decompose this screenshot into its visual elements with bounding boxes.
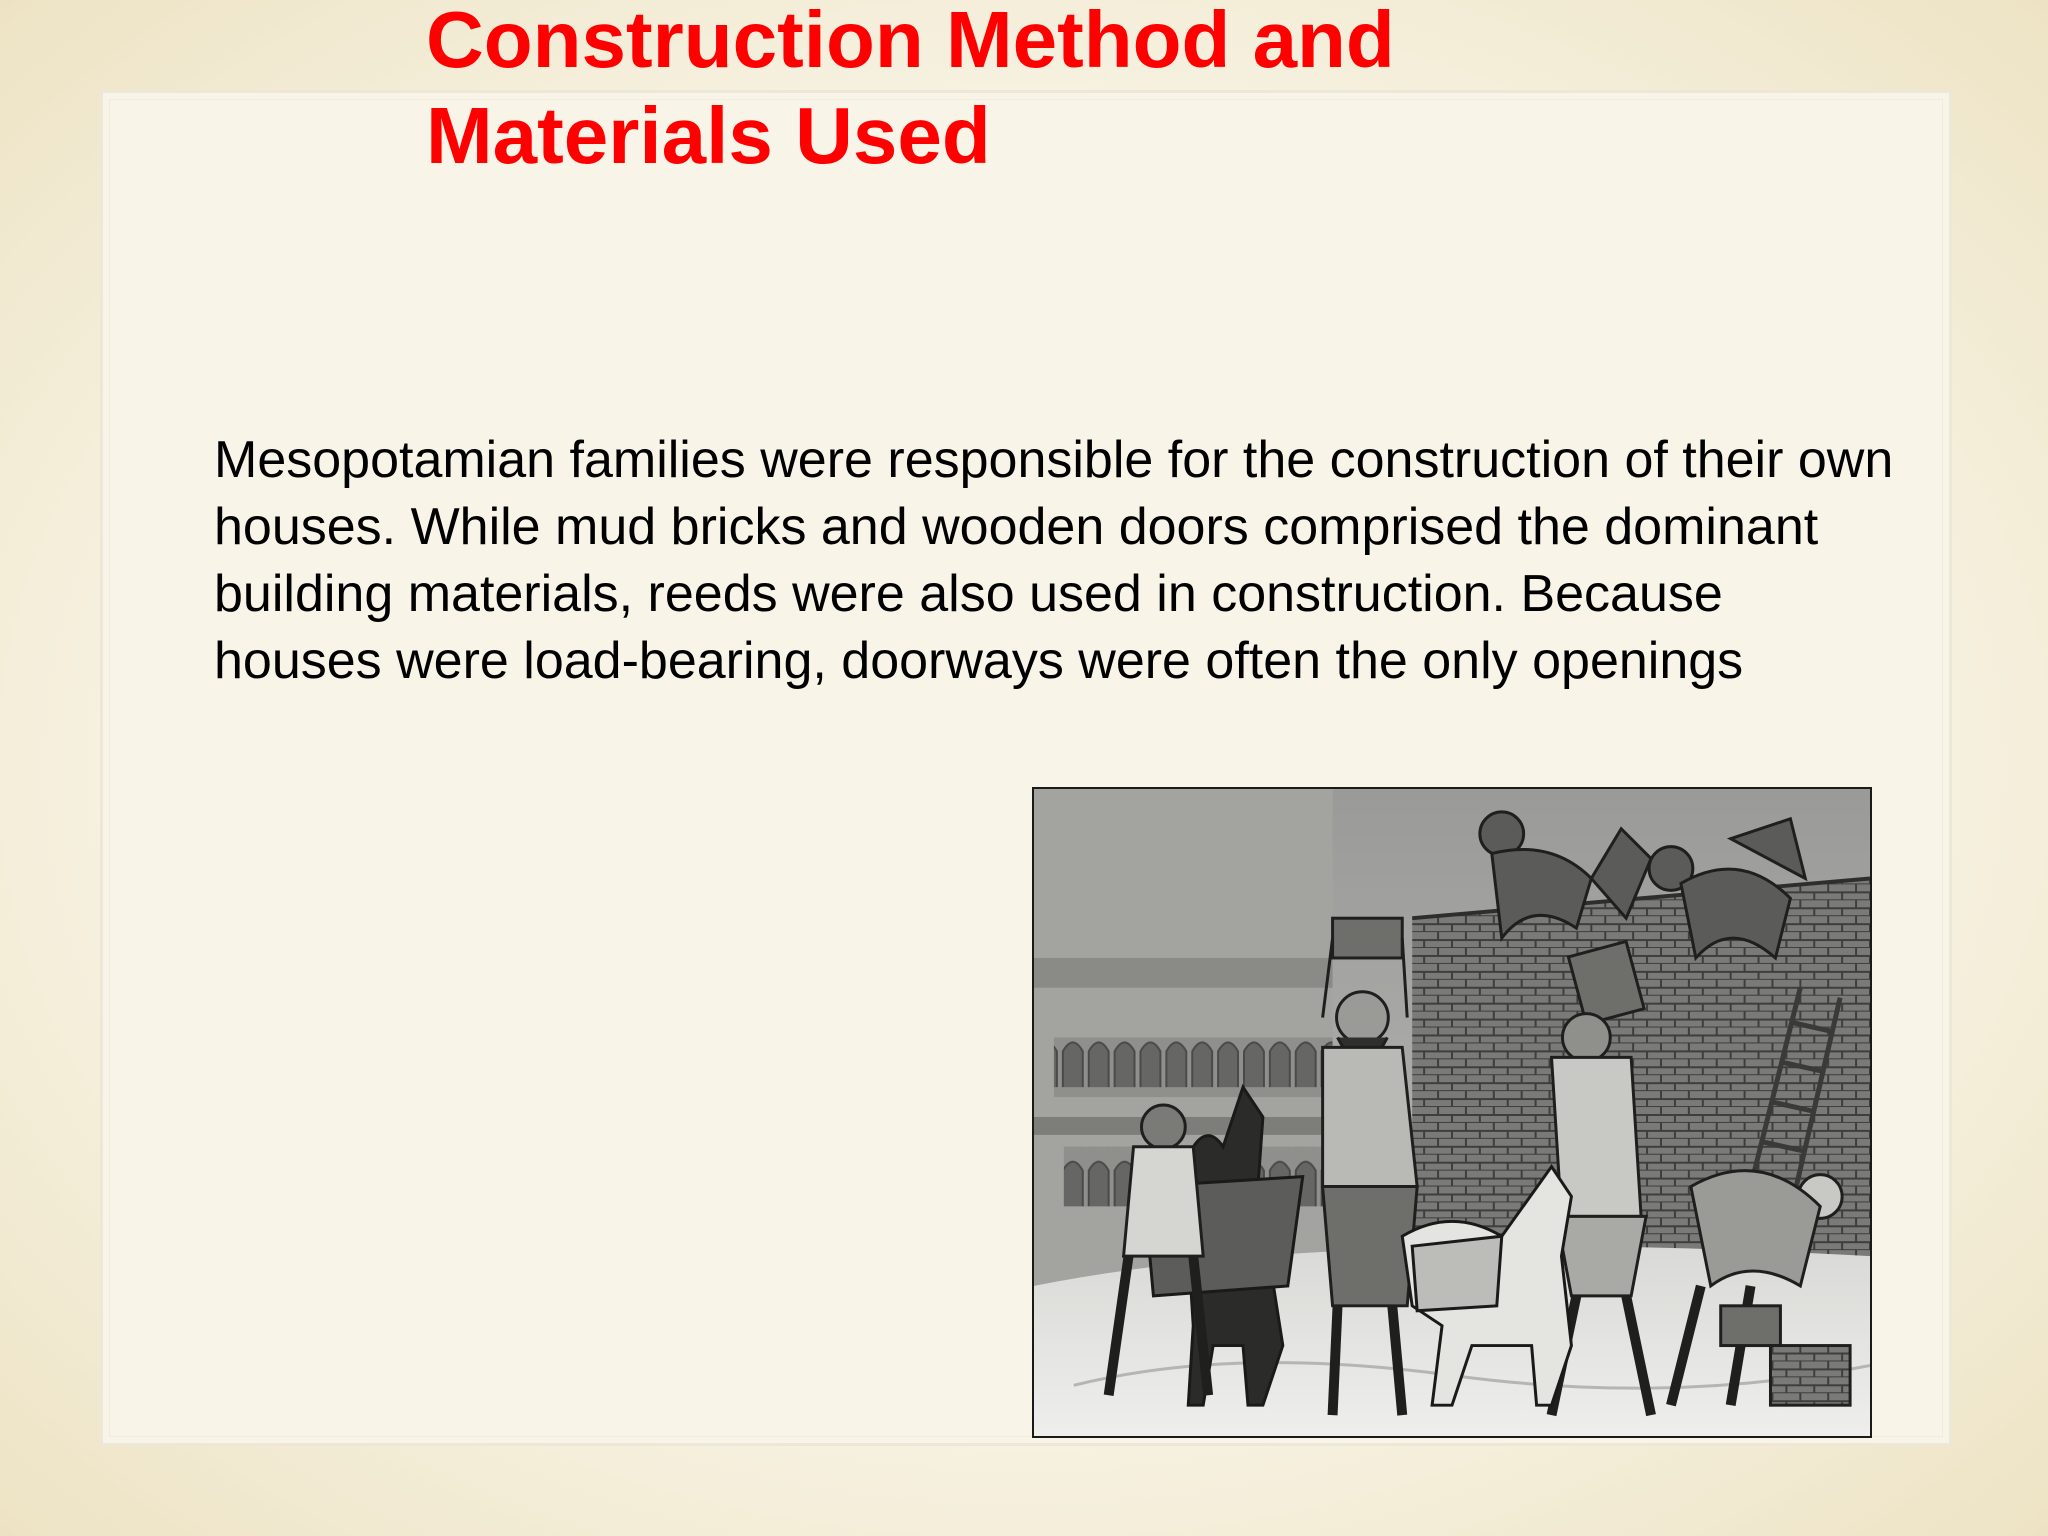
- slide-title: [426, 0, 1626, 184]
- illustration-drawing: [1034, 789, 1870, 1436]
- slide-title-line-1: Construction Method and: [426, 0, 1395, 84]
- slide-title-line-2: Materials Used: [426, 91, 991, 180]
- brick-builders-illustration: [1032, 787, 1872, 1438]
- slide-body-text: Mesopotamian families were responsible for the construction of their own houses. While mud bricks and wooden doors comprised the dominant building materials, reeds were also used in construction. Because houses were load-bearing, doorways were often the only openings: [214, 431, 1894, 690]
